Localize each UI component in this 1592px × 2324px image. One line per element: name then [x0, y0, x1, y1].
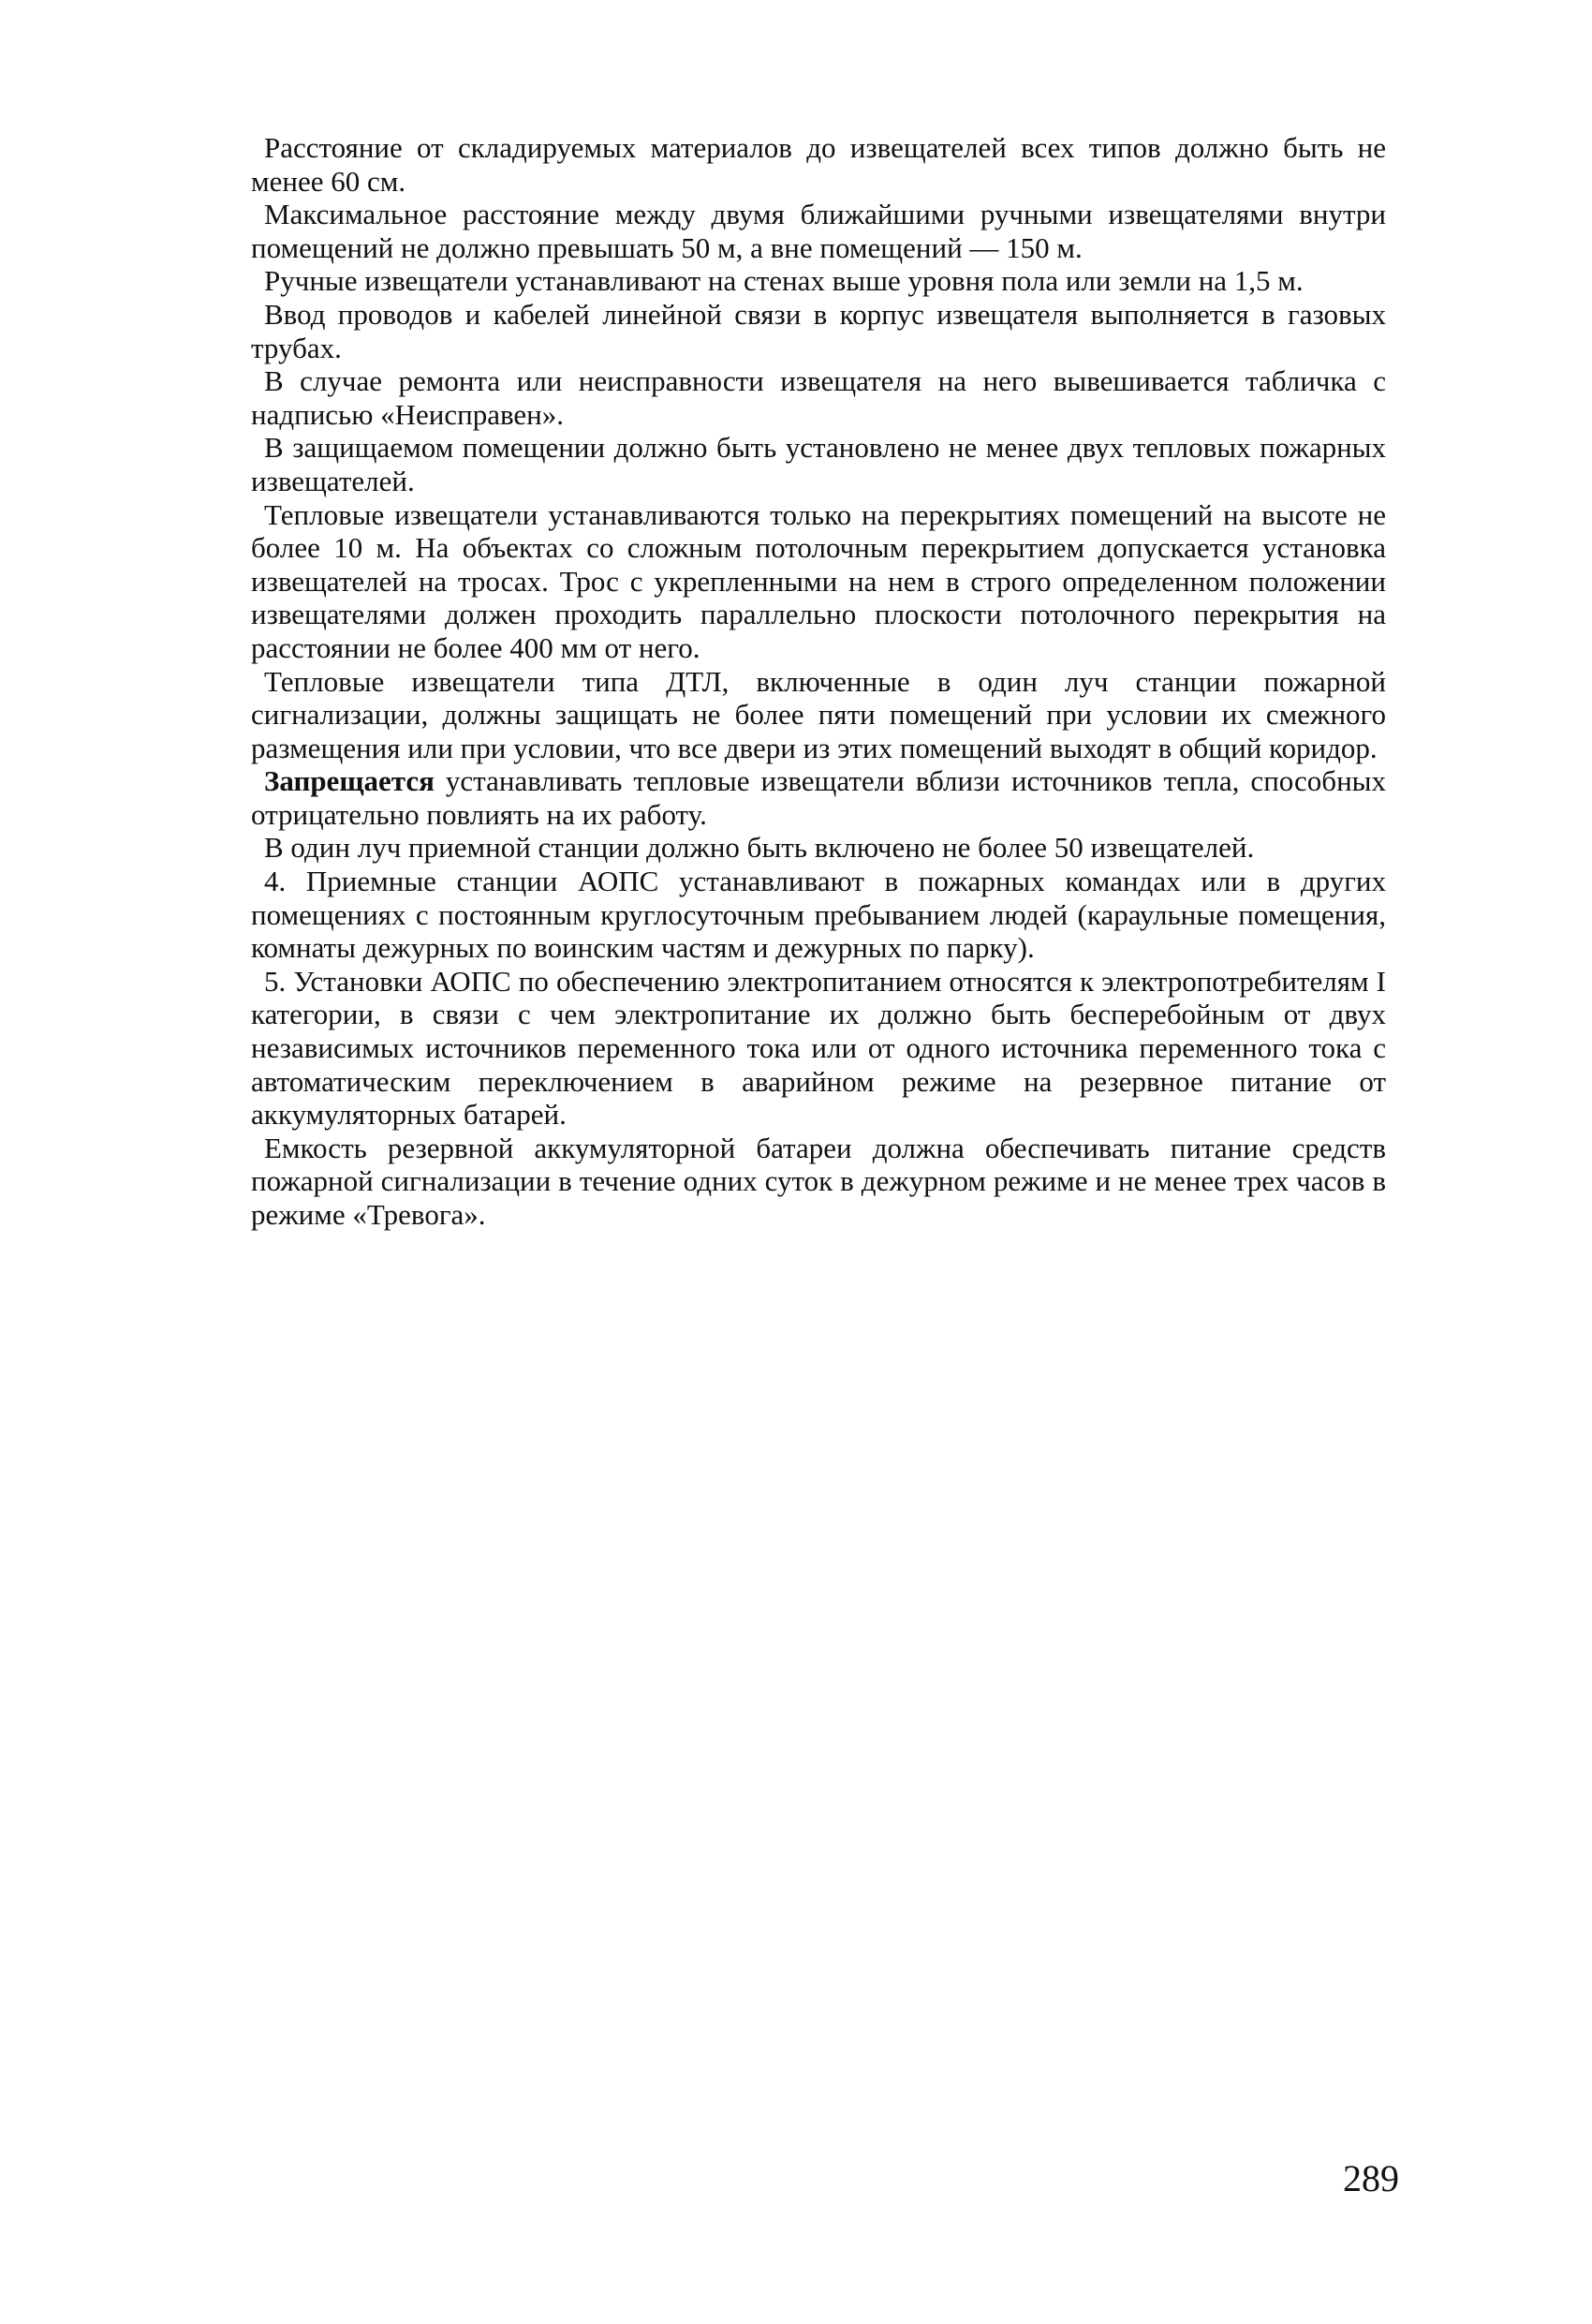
- paragraph-cable-entry: Ввод проводов и кабелей линейной связи в корпус извещателя выполняется в газовых трубах.: [251, 297, 1386, 364]
- page-number: 289: [1343, 2157, 1399, 2199]
- prohibition-rest: устанавливать тепловые извещатели вблизи источников тепла, способных отрицательно повлиять на их работу.: [251, 764, 1386, 831]
- paragraph-min-thermal-detectors: В защищаемом помещении должно быть установлено не менее двух тепловых пожарных извещателей.: [251, 431, 1386, 497]
- paragraph-manual-detector-spacing: Максимальное расстояние между двумя ближайшими ручными извещателями внутри помещений не должно превышать 50 м, а вне помещений — 150 м.: [251, 198, 1386, 264]
- paragraph-prohibition: [251, 764, 1386, 831]
- paragraph-storage-distance: Расстояние от складируемых материалов до извещателей всех типов должно быть не менее 60 см.: [251, 131, 1386, 198]
- prohibition-lead: Запрещается: [264, 764, 435, 798]
- body-text: [251, 131, 1386, 1232]
- paragraph-manual-detector-height: Ручные извещатели устанавливают на стенах выше уровня пола или земли на 1,5 м.: [264, 264, 1304, 298]
- paragraph-battery-capacity: Емкость резервной аккумуляторной батареи должна обеспечивать питание средств пожарной сигнализации в течение одних суток в дежурном режиме и не менее трех часов в режиме «Тревога».: [251, 1131, 1386, 1231]
- paragraph-station-placement: 4. Приемные станции АОПС устанавливают в пожарных командах или в других помещениях с постоянным круглосуточным пребыванием людей (караульные помещения, комнаты дежурных по воинским частям и дежурных по парку).: [251, 865, 1386, 965]
- paragraph-faulty-sign: В случае ремонта или неисправности извещателя на него вывешивается табличка с надписью «Неисправен».: [251, 364, 1386, 431]
- paragraph-loop-limit: В один луч приемной станции должно быть включено не более 50 извещателей.: [264, 831, 1255, 865]
- paragraph-thermal-installation: Тепловые извещатели устанавливаются только на перекрытиях помещений на высоте не более 10 м. На объектах со сложным потолочным перекрытием допускается установка извещателей на тросах. Трос с укрепленными на нем в строго определенном положении извещателями должен проходить параллельно плоскости потолочного перекрытия на расстоянии не более 400 мм от него.: [251, 497, 1386, 664]
- paragraph-dtl-loop: Тепловые извещатели типа ДТЛ, включенные в один луч станции пожарной сигнализации, должны защищать не более пяти помещений при условии их смежного размещения или при условии, что все двери из этих помещений выходят в общий коридор.: [251, 664, 1386, 764]
- paragraph-power-supply: 5. Установки АОПС по обеспечению электропитанием относятся к электропотребителям I категории, в связи с чем электропитание их должно быть бесперебойным от двух независимых источников переменного тока или от одного источника переменного тока с автоматическим переключением в аварийном режиме на резервное питание от аккумуляторных батарей.: [251, 964, 1386, 1132]
